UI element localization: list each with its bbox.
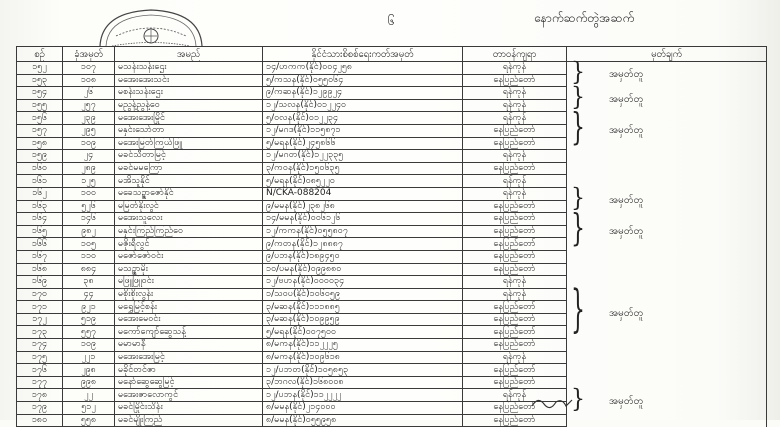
nrc-cell: ၉/ကဆန(နိုင်)၁၂၉၉၂၄ — [263, 87, 463, 100]
serial-cell: ၁၇၉ — [17, 402, 63, 415]
post-cell: နေပြည်တော် — [463, 162, 567, 175]
roll-cell: ၄၄ — [63, 288, 115, 301]
table-row — [17, 137, 767, 150]
table-row — [17, 62, 767, 75]
roll-cell: ၂၂ — [63, 389, 115, 402]
name-cell: မစန်းသန်းဌေး — [115, 87, 263, 100]
remark-cell — [567, 313, 767, 326]
post-cell: ရန်ကုန် — [463, 175, 567, 188]
remark-cell — [567, 112, 767, 125]
name-cell: မခင်သီတာမြင့် — [115, 150, 263, 163]
serial-cell: ၁၇၂ — [17, 313, 63, 326]
nrc-cell: ၅/မရန(နိုင်)၀၀၇၅၀၀ — [263, 326, 463, 339]
name-cell: မကော်ကျော်ဆွေသန့် — [115, 326, 263, 339]
remark-cell — [567, 402, 767, 415]
remark-brace: } — [571, 106, 585, 150]
name-cell: မအေးမေဝင်း — [115, 313, 263, 326]
roll-cell: ၁၀၉ — [63, 137, 115, 150]
remark-label: အမှတ်တူ — [609, 226, 644, 238]
name-cell: မအေးအေးသင်း — [115, 74, 263, 87]
serial-cell: ၁၅၆ — [17, 112, 63, 125]
name-cell: မအေးသူလေး — [115, 213, 263, 226]
post-cell: နေပြည်တော် — [463, 376, 567, 389]
table-row — [17, 301, 767, 314]
table-row — [17, 187, 767, 200]
name-cell: မနှင်းကြည်ကြည်ဝေ — [115, 225, 263, 238]
roll-cell: ၁၀၅ — [63, 238, 115, 251]
name-cell: မရွှေမြင့်စန်း — [115, 301, 263, 314]
roll-cell: ၉၉၈ — [63, 376, 115, 389]
post-cell: နေပြည်တော် — [463, 213, 567, 226]
name-cell: မခေသဉ္ဇာဇော်နိုင် — [115, 187, 263, 200]
col-header-serial: စဉ် — [17, 47, 63, 62]
remark-label: အမှတ်တူ — [609, 308, 644, 319]
post-cell: ရန်ကုန် — [463, 276, 567, 289]
serial-cell: ၁၆၀ — [17, 162, 63, 175]
table-row — [17, 124, 767, 137]
serial-cell: ၁၅၂ — [17, 62, 63, 75]
name-cell: မနော်ဆွေဆွေမြင့် — [115, 376, 263, 389]
serial-cell: ၁၇၆ — [17, 364, 63, 377]
remark-cell — [567, 200, 767, 213]
remark-cell — [567, 62, 767, 75]
table-row — [17, 150, 767, 163]
table-row — [17, 112, 767, 125]
roll-cell: ၁၂၅ — [63, 175, 115, 188]
serial-cell: ၁၇၁ — [17, 301, 63, 314]
nrc-cell: ၅/မရန(နိုင်)၀၈၅၂၂၀ — [263, 175, 463, 188]
roll-cell: ၅၁၂ — [63, 402, 115, 415]
remark-brace: } — [571, 385, 585, 414]
post-cell: နေပြည်တော် — [463, 250, 567, 263]
roll-cell: ၁၁၀ — [63, 250, 115, 263]
table-row — [17, 313, 767, 326]
roll-cell: ၂၆ — [63, 87, 115, 100]
remark-cell — [567, 288, 767, 301]
post-cell: ရန်ကုန် — [463, 351, 567, 364]
roll-cell: ၅၅၇ — [63, 326, 115, 339]
table-row — [17, 250, 767, 263]
post-cell: နေပြည်တော် — [463, 74, 567, 87]
remark-label: အမှတ်တူ — [609, 93, 644, 105]
nrc-cell: ၅/မရန(နိုင်)၂၄၅၈၆၆ — [263, 137, 463, 150]
table-row — [17, 389, 767, 402]
nrc-cell: ၁၀/ပမန(နိုင်)၀၉၉၈၈၀ — [263, 263, 463, 276]
name-cell: မခင်မျိုးကြည် — [115, 414, 263, 427]
roll-cell: ၁၀၈ — [63, 74, 115, 87]
post-cell: နေပြည်တော် — [463, 313, 567, 326]
table-row — [17, 175, 767, 188]
remark-cell — [567, 213, 767, 226]
name-cell: မညွန့်ညွန့်ဝေ — [115, 99, 263, 112]
table-row — [17, 351, 767, 364]
serial-cell: ၁၇၅ — [17, 351, 63, 364]
name-cell: မအေးဇာလောကွင် — [115, 389, 263, 402]
serial-cell: ၁၅၇ — [17, 124, 63, 137]
name-cell: မသဉ္ဇာမိုး — [115, 263, 263, 276]
table-row — [17, 339, 767, 352]
remark-label: အမှတ်တူ — [609, 396, 644, 408]
name-cell: မစိုးစိုးလွန်း — [115, 288, 263, 301]
post-cell: နေပြည်တော် — [463, 402, 567, 415]
serial-cell: ၁၇၄ — [17, 339, 63, 352]
name-cell: မနှင်းသော်တာ — [115, 124, 263, 137]
nrc-cell: ၁၂/ကကန(နိုင်)၀၅၅၈၀၇ — [263, 225, 463, 238]
name-cell: မဇော်ဇော်ဝင်း — [115, 250, 263, 263]
table-row — [17, 376, 767, 389]
remark-cell — [567, 389, 767, 402]
serial-cell: ၁၆၂ — [17, 187, 63, 200]
name-cell: မသန်းသန်းဌေး — [115, 62, 263, 75]
remark-brace: } — [571, 282, 585, 340]
table-row — [17, 326, 767, 339]
name-cell: မအေးအေးမြင့် — [115, 351, 263, 364]
table-header — [17, 47, 767, 62]
serial-cell: ၁၆၈ — [17, 263, 63, 276]
nrc-cell: ၈/မမန(နိုင်)၀၅၅၉၅၈ — [263, 414, 463, 427]
name-cell: မဖြူဖြူဝင်း — [115, 276, 263, 289]
remark-cell — [567, 225, 767, 238]
name-cell: မဇိုးရီလွင် — [115, 238, 263, 251]
table-body — [17, 57, 767, 427]
roll-cell: ၁၄၆ — [63, 213, 115, 226]
serial-cell: ၁၆၄ — [17, 213, 63, 226]
name-cell: မမြတ်နိုးလွင် — [115, 200, 263, 213]
name-cell: မခင်မမကြော — [115, 162, 263, 175]
remark-cell — [567, 263, 767, 276]
nrc-cell: ၁၂/ပဘန(နိုင်)၁၁၂၂၂၂ — [263, 389, 463, 402]
nrc-cell: ၅/ကသန(နိုင်)၀၅၅၀၆၄ — [263, 74, 463, 87]
table-row — [17, 87, 767, 100]
name-cell: မအိသူနိုင် — [115, 175, 263, 188]
remark-cell — [567, 301, 767, 314]
remark-cell — [567, 339, 767, 352]
nrc-cell: ၁၂/ပဘတ(နိုင်)၁၀၅၈၅၃ — [263, 364, 463, 377]
table-row — [17, 288, 767, 301]
name-cell: မမာမာနီ — [115, 339, 263, 352]
nrc-cell: ၃/မဆန(နိုင်)၁၀၉၉၅၉ — [263, 313, 463, 326]
roll-cell: ၂၉၈ — [63, 364, 115, 377]
nrc-cell: ၉/ကတန(နိုင်)၁၂၈၈၈၇ — [263, 238, 463, 251]
table-row — [17, 99, 767, 112]
roll-cell: ၅၂၆ — [63, 200, 115, 213]
remark-cell — [567, 250, 767, 263]
serial-cell: ၁၆၉ — [17, 276, 63, 289]
serial-cell: ၁၆၃ — [17, 200, 63, 213]
nrc-cell: ၈/မကန(နိုင်)၁၁၂၂၂၅ — [263, 339, 463, 352]
signature-mark — [528, 394, 578, 412]
remark-cell — [567, 376, 767, 389]
serial-cell: ၁၇၈ — [17, 389, 63, 402]
table-row — [17, 213, 767, 226]
serial-cell: ၁၆၆ — [17, 238, 63, 251]
post-cell: နေပြည်တော် — [463, 414, 567, 427]
col-header-remarks: မှတ်ချက် — [567, 47, 767, 62]
remark-brace: } — [571, 57, 585, 87]
table-row — [17, 263, 767, 276]
roll-cell: ၂၃၉ — [63, 112, 115, 125]
post-cell: ရန်ကုန် — [463, 87, 567, 100]
nrc-cell: ၃/ဘဂလ(နိုင်)၁၆၈၀၀၈ — [263, 376, 463, 389]
name-cell: မအေးအေးမြိုင် — [115, 112, 263, 125]
remark-cell — [567, 124, 767, 137]
nrc-cell: ၈/မကန(နိုင်)၁၀၉၆၁၈ — [263, 351, 463, 364]
remark-cell — [567, 238, 767, 251]
roll-cell: ၂၈၉ — [63, 162, 115, 175]
remark-label: အမှတ်တူ — [609, 194, 644, 206]
roll-cell: ၉၂၁ — [63, 301, 115, 314]
remark-cell — [567, 150, 767, 163]
remark-cell — [567, 187, 767, 200]
remark-cell — [567, 326, 767, 339]
roll-cell: ၁၀၉ — [63, 339, 115, 352]
serial-cell: ၁၈၀ — [17, 414, 63, 427]
serial-cell: ၁၇၇ — [17, 376, 63, 389]
table-row — [17, 225, 767, 238]
table-row — [17, 238, 767, 251]
table-row — [17, 402, 767, 415]
col-header-name: အမည် — [115, 47, 263, 62]
nrc-cell: ၁၂/သလန(နိုင်)၀၁၂၂၄၀ — [263, 99, 463, 112]
serial-cell: ၁၅၃ — [17, 74, 63, 87]
remark-label: အမှတ်တူ — [609, 125, 644, 137]
table-row — [17, 276, 767, 289]
roll-cell: ၂၉၅ — [63, 124, 115, 137]
name-cell: မခိုင်တင်ဇာ — [115, 364, 263, 377]
remark-cell — [567, 364, 767, 377]
table-row — [17, 200, 767, 213]
remark-brace: } — [571, 207, 585, 251]
serial-cell: ၁၆၁ — [17, 175, 63, 188]
nrc-cell: ၃/မဆန(နိုင်)၁၁၁၈၈၅ — [263, 301, 463, 314]
col-header-roll: ခုံအမှတ် — [63, 47, 115, 62]
post-cell: နေပြည်တော် — [463, 137, 567, 150]
col-header-post: တာဝန်ကျရာ — [463, 47, 567, 62]
roll-cell: ၃၈ — [63, 276, 115, 289]
roll-cell: ၁၀၇ — [63, 62, 115, 75]
post-cell: ရန်ကုန် — [463, 187, 567, 200]
nrc-cell: ၃/ကဝန(နိုင်)၁၅၀၆၃၅ — [263, 162, 463, 175]
remark-cell — [567, 276, 767, 289]
roll-cell: ၂၅၇ — [63, 99, 115, 112]
remark-cell — [567, 175, 767, 188]
remark-cell — [567, 414, 767, 427]
col-header-nrc: နိုင်ငံသားစိစစ်ရေးကတ်အမှတ် — [263, 47, 463, 62]
serial-cell: ၁၅၈ — [17, 137, 63, 150]
page-number: ၆ — [388, 14, 395, 28]
serial-cell: ၁၇၀ — [17, 288, 63, 301]
roll-cell: ၂၄ — [63, 150, 115, 163]
post-cell: ရန်ကုန် — [463, 288, 567, 301]
serial-cell: ၁၅၄ — [17, 87, 63, 100]
remark-cell — [567, 99, 767, 112]
post-cell: ရန်ကုန် — [463, 150, 567, 163]
table-row — [17, 364, 767, 377]
nrc-cell: ၅/ဝလန(နိုင်)၀၁၂၂၃၄ — [263, 112, 463, 125]
document-title: နောက်ဆက်တွဲအဆက် — [534, 11, 635, 25]
nrc-cell: ၁၂/မဂတ(နိုင်)၁၂၂၃၃၅ — [263, 150, 463, 163]
remark-cell — [567, 74, 767, 87]
name-cell: မအေးမြတ်ကြယ်ဖြူ — [115, 137, 263, 150]
serial-cell: ၁၅၅ — [17, 99, 63, 112]
post-cell: နေပြည်တော် — [463, 200, 567, 213]
nrc-cell: ၁/သဝပ(နိုင်)၁၀၆၀၅၉ — [263, 288, 463, 301]
remark-cell — [567, 351, 767, 364]
nrc-cell: ၁၂/မဂဒ(နိုင်)၁၁၅၈၇၁ — [263, 124, 463, 137]
post-cell: နေပြည်တော် — [463, 263, 567, 276]
serial-cell: ၁၆၇ — [17, 250, 63, 263]
remark-label: အမှတ်တူ — [609, 68, 644, 80]
nrc-cell: ၉/ပဘန(နိုင်)၁၈၉၄၅၀ — [263, 250, 463, 263]
post-cell: ရန်ကုန် — [463, 389, 567, 402]
post-cell: နေပြည်တော် — [463, 339, 567, 352]
remark-cell — [567, 137, 767, 150]
serial-cell: ၁၆၅ — [17, 225, 63, 238]
post-cell: နေပြည်တော် — [463, 301, 567, 314]
roll-cell: ၂၂၁ — [63, 351, 115, 364]
nrc-cell: ၁၂/ဗဟန(နိုင်)၀၀၀၀၃၄ — [263, 276, 463, 289]
name-cell: မခင်မြိုင်းသိန်း — [115, 402, 263, 415]
remark-brace: } — [571, 183, 585, 213]
post-cell: ရန်ကုန် — [463, 112, 567, 125]
remark-cell — [567, 162, 767, 175]
remark-cell — [567, 87, 767, 100]
post-cell: နေပြည်တော် — [463, 326, 567, 339]
post-cell: နေပြည်တော် — [463, 364, 567, 377]
roll-cell: ၈၈၄ — [63, 263, 115, 276]
nrc-cell: ၉/မမန(နိုင်)၂၃၈၂၆၈ — [263, 200, 463, 213]
serial-cell: ၁၅၉ — [17, 150, 63, 163]
nrc-cell: N/CKA-088204 — [263, 187, 463, 200]
post-cell: ရန်ကုန် — [463, 62, 567, 75]
nrc-cell: ၈/မမန(နိုင်)၂၁၄၀၀၀ — [263, 402, 463, 415]
post-cell: နေပြည်တော် — [463, 124, 567, 137]
post-cell: ရန်ကုန် — [463, 99, 567, 112]
table-row — [17, 162, 767, 175]
table-row — [17, 414, 767, 427]
nrc-cell: ၁၄/မမန(နိုင်)၀၀၆၁၂၆ — [263, 213, 463, 226]
roster-table — [16, 46, 767, 427]
roll-cell: ၉၈၂ — [63, 225, 115, 238]
remark-brace: } — [571, 82, 585, 112]
roll-cell: ၁၀၀ — [63, 187, 115, 200]
roll-cell: ၅၅၈ — [63, 414, 115, 427]
nrc-cell: ၁၄/ဟကက(နိုင်)၀၀၄၂၅၈ — [263, 62, 463, 75]
post-cell: နေပြည်တော် — [463, 238, 567, 251]
table-row — [17, 74, 767, 87]
serial-cell: ၁၇၃ — [17, 326, 63, 339]
post-cell: နေပြည်တော် — [463, 225, 567, 238]
roll-cell: ၅၁၉ — [63, 313, 115, 326]
